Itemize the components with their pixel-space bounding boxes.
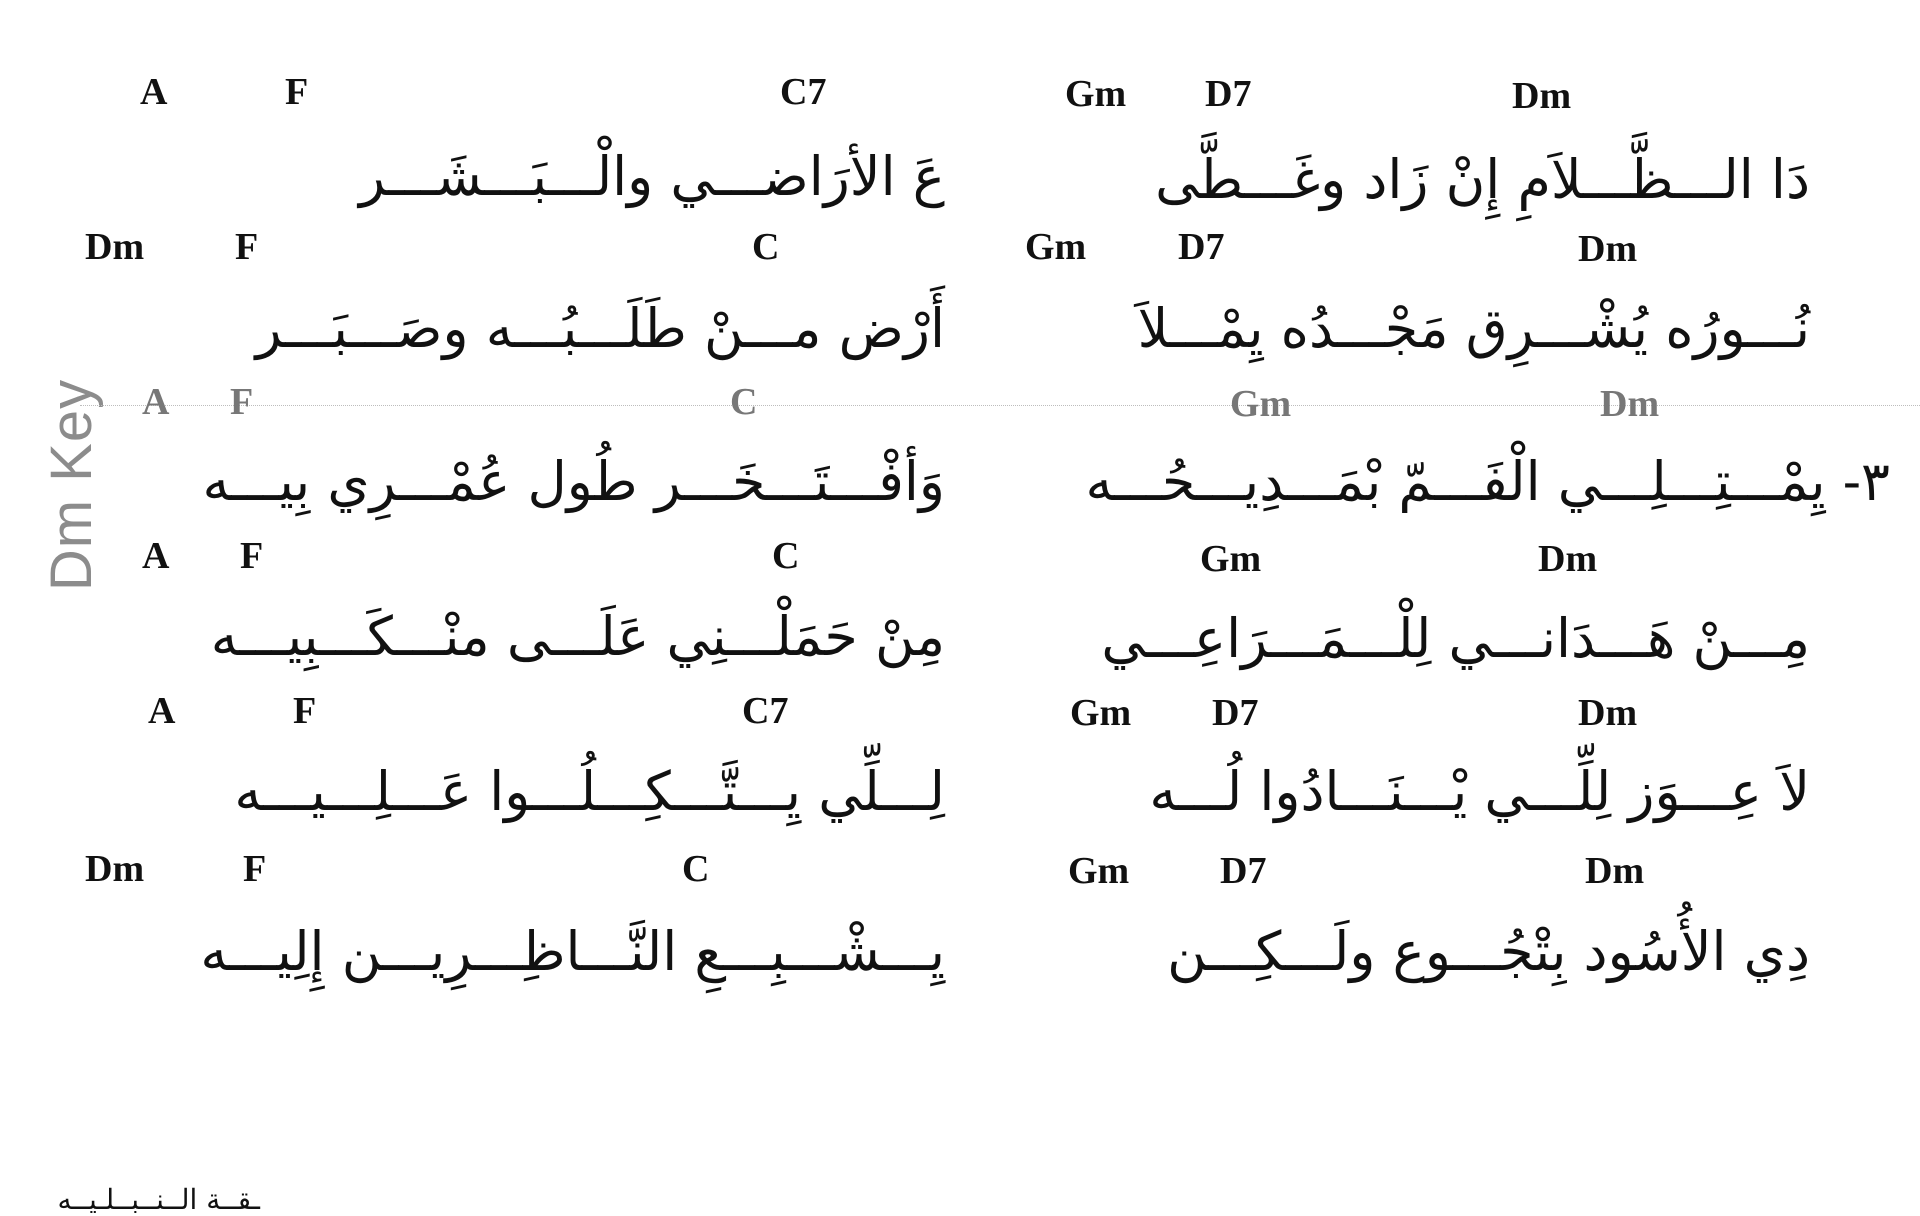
chord: C xyxy=(752,226,780,268)
chord: Gm xyxy=(1230,383,1292,425)
chord: F xyxy=(235,226,259,268)
chord: F xyxy=(285,71,309,113)
chord: Gm xyxy=(1070,692,1132,734)
chord: C7 xyxy=(780,71,827,113)
chord: D7 xyxy=(1205,73,1252,115)
chord: A xyxy=(142,381,170,423)
chord: Gm xyxy=(1200,538,1262,580)
footer-text-fragment: ـقــة الــنــبــلـيــه xyxy=(57,1183,260,1216)
chord: Dm xyxy=(85,226,145,268)
chord: A xyxy=(142,535,170,577)
chord: A xyxy=(140,71,168,113)
key-label: Dm Key xyxy=(39,378,104,592)
chord: Dm xyxy=(1538,538,1598,580)
chord: D7 xyxy=(1212,692,1259,734)
lyric-line: دِي الأُسُود بِتْجُـــوع ولَـــكِـــن xyxy=(1167,920,1810,983)
lyric-line: أَرْض مـــنْ طَلَـــبُـــه وصَـــبَـــر xyxy=(255,297,945,360)
chord: C xyxy=(772,535,800,577)
lyric-line: وَأفْـــتَـــخَـــر طُول عُمْـــرِي بِيـــه xyxy=(202,450,945,513)
lyric-line: مِنْ حَمَلْـــنِي عَلَـــى منْـــكَـــبِيـــه xyxy=(210,605,945,668)
chord: Dm xyxy=(1578,692,1638,734)
lyric-line: يِـــشْـــبِـــعِ النَّـــاظِـــرِيـــن إِلِيـــه xyxy=(200,920,945,983)
lyric-line: مِـــنْ هَـــدَانـــي لِلْـــمَـــرَاعِـــي xyxy=(1101,607,1810,670)
chord: F xyxy=(243,848,267,890)
chord: Gm xyxy=(1025,226,1087,268)
chord: C7 xyxy=(742,690,789,732)
chord: Dm xyxy=(1512,75,1572,117)
chord: Dm xyxy=(1585,850,1645,892)
chord: F xyxy=(230,381,254,423)
chord: D7 xyxy=(1220,850,1267,892)
lyric-line: ٣- يِمْـــتِـــلِـــي الْفَـــمّ بْمَـــدِيـــحُـــه xyxy=(1085,450,1890,513)
chord: A xyxy=(148,690,176,732)
chord: Dm xyxy=(85,848,145,890)
chord: Gm xyxy=(1068,850,1130,892)
lyric-line: عَ الأرَاضـــي والْـــبَـــشَـــر xyxy=(359,145,945,208)
chord: C xyxy=(730,381,758,423)
lyric-line: لِـــلِّي يِـــتَّـــكِـــلُـــوا عَـــلِـــيـــه xyxy=(234,760,945,823)
lyric-line: دَا الـــظَّـــلاَمِ إِنْ زَاد وغَـــطَّى xyxy=(1155,148,1810,211)
chord: F xyxy=(240,535,264,577)
lyric-line: نُـــورُه يُشْـــرِق مَجْـــدُه يِمْـــلاَ xyxy=(1137,297,1810,360)
lyric-line: لاَ عِـــوَز لِلِّـــي يْـــنَـــادُوا لُـــه xyxy=(1149,760,1810,823)
chord: F xyxy=(293,690,317,732)
chord: Gm xyxy=(1065,73,1127,115)
chord: Dm xyxy=(1578,228,1638,270)
chord: C xyxy=(682,848,710,890)
chord: D7 xyxy=(1178,226,1225,268)
chord: Dm xyxy=(1600,383,1660,425)
